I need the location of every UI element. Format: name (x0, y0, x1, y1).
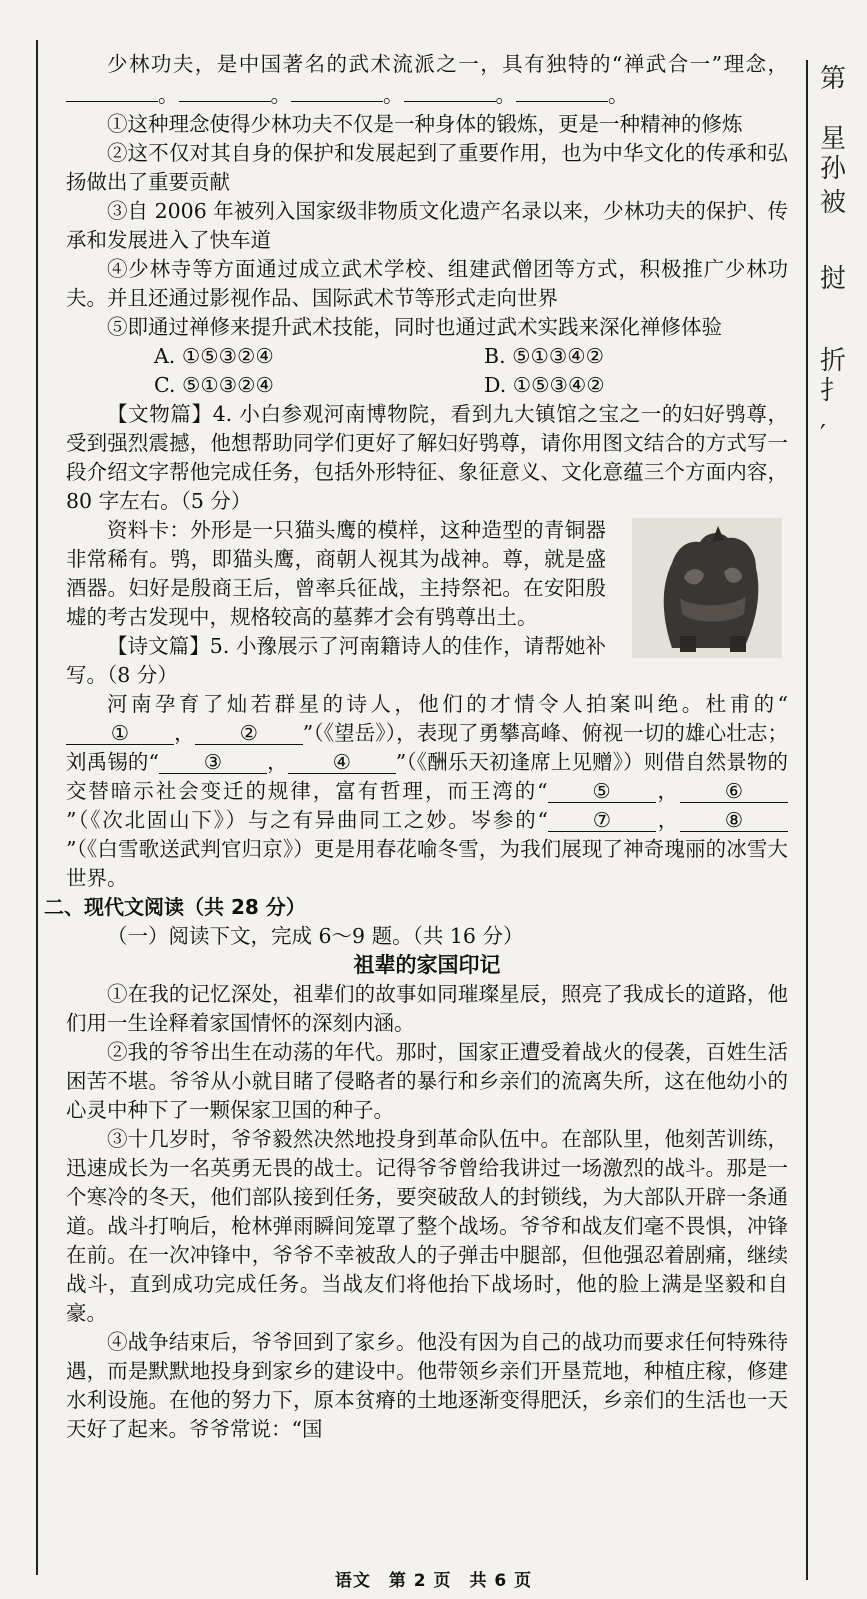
option-d[interactable]: D. ①⑤③④② (484, 373, 605, 397)
q3-item: ①这种理念使得少林功夫不仅是一种身体的锻炼，更是一种精神的修炼 (107, 112, 743, 136)
article-paragraph: ①在我的记忆深处，祖辈们的故事如同璀璨星辰，照亮了我成长的道路，他们用一生诠释着家国情怀的深刻内涵。 (66, 982, 788, 1035)
article-title: 祖辈的家国印记 (353, 953, 501, 977)
poem-blank-6[interactable]: ⑥ (680, 780, 788, 803)
left-binding-line (36, 40, 38, 1575)
q5-prompt: 【诗文篇】5. 小豫展示了河南籍诗人的佳作，请帮她补写。（8 分） (66, 634, 606, 687)
owl-zun-image (632, 518, 782, 658)
section-title: 二、现代文阅读（共 28 分） (44, 895, 306, 919)
answer-blank[interactable] (404, 79, 496, 102)
poem-blank-8[interactable]: ⑧ (680, 809, 788, 832)
option-c[interactable]: C. ⑤①③②④ (154, 373, 274, 397)
poem-blank-5[interactable]: ⑤ (548, 780, 656, 803)
q3-item: ④少林寺等方面通过成立武术学校、组建武僧团等方式，积极推广少林功夫。并且还通过影视作品、国际武术节等形式走向世界 (66, 257, 788, 310)
margin-char: ′ (820, 420, 826, 450)
answer-blank[interactable] (66, 79, 158, 102)
margin-char: 被 (820, 188, 847, 218)
option-b[interactable]: B. ⑤①③④② (484, 344, 604, 368)
margin-char: 孙 (820, 154, 847, 184)
article-paragraph: ③十几岁时，爷爷毅然决然地投身到革命队伍中。在部队里，他刻苦训练，迅速成长为一名英勇无畏的战士。记得爷爷曾给我讲过一场激烈的战斗。那是一个寒冷的冬天，他们部队接到任务，要突破敌人的封锁线，为大部队开辟一条通道。战斗打响后，枪林弹雨瞬间笼罩了整个战场。爷爷和战友们毫不畏惧，冲锋在前。在一次冲锋中，爷爷不幸被敌人的子弹击中腿部，但他强忍着剧痛，继续战斗，直到成功完成任务。当战友们将他抬下战场时，他的脸上满是坚毅和自豪。 (66, 1127, 788, 1325)
page-footer: 语文 第 2 页 共 6 页 (334, 1571, 533, 1591)
right-binding-line (806, 60, 808, 1580)
section-subtitle: （一）阅读下文，完成 6～9 题。（共 16 分） (107, 924, 524, 948)
q4-data-card: 资料卡：外形是一只猫头鹰的模样，这种造型的青铜器非常稀有。鸮，即猫头鹰，商朝人视其为战神。尊，就是盛酒器。妇好是殷商王后，曾率兵征战，主持祭祀。在安阳殷墟的考古发现中，规格较高的墓葬才会有鸮尊出土。 (66, 518, 606, 629)
q5-passage: 河南孕育了灿若群星的诗人，他们的才情令人拍案叫绝。杜甫的“① ， ② ”（《望岳》），表现了勇攀高峰、俯视一切的雄心壮志；刘禹锡的“ ③ ， ④ ”（《酬乐天初逢席上见赠》）则借自然景物的交替暗示社会变迁的规律，富有哲理，而王湾的“ ⑤ ， ⑥”（《次北固山下》）与之有异曲同工之妙。岑参的“ ⑦ ， ⑧”（《白雪歌送武判官归京》）更是用春花喻冬雪，为我们展现了神奇瑰丽的冰雪大世界。 (66, 692, 789, 890)
q4-prompt: 【文物篇】4. 小白参观河南博物院，看到九大镇馆之宝之一的妇好鸮尊，受到强烈震撼，他想帮助同学们更好了解妇好鸮尊，请你用图文结合的方式写一段介绍文字帮他完成任务，包括外形特征、象征意义、文化意蕴三个方面内容，80 字左右。（5 分） (66, 402, 788, 513)
option-a[interactable]: A. ①⑤③②④ (154, 344, 274, 368)
article-paragraph: ②我的爷爷出生在动荡的年代。那时，国家正遭受着战火的侵袭，百姓生活困苦不堪。爷爷从小就目睹了侵略者的暴行和乡亲们的流离失所，这在他幼小的心灵中种下了一颗保家卫国的种子。 (66, 1040, 788, 1122)
q3-item: ⑤即通过禅修来提升武术技能，同时也通过武术实践来深化禅修体验 (107, 315, 722, 339)
poem-blank-7[interactable]: ⑦ (548, 809, 656, 832)
q3-item: ②这不仅对其自身的保护和发展起到了重要作用，也为中华文化的传承和弘扬做出了重要贡献 (66, 141, 788, 194)
margin-char: 扌 (820, 376, 847, 406)
poem-blank-4[interactable]: ④ (288, 751, 396, 774)
q3-item: ③自 2006 年被列入国家级非物质文化遗产名录以来，少林功夫的保护、传承和发展进入了快车道 (66, 199, 788, 252)
margin-char: 折 (820, 346, 847, 376)
question-content (44, 50, 789, 1444)
article-paragraph: ④战争结束后，爷爷回到了家乡。他没有因为自己的战功而要求任何特殊待遇，而是默默地投身到家乡的建设中。他带领乡亲们开垦荒地，种植庄稼，修建水利设施。在他的努力下，原本贫瘠的土地逐渐变得肥沃，乡亲们的生活也一天天好了起来。爷爷常说：“国 (66, 1330, 788, 1441)
poem-blank-3[interactable]: ③ (159, 751, 267, 774)
answer-blank[interactable] (179, 79, 271, 102)
margin-char: 第 (820, 64, 847, 94)
margin-char: 挝 (820, 264, 847, 294)
poem-blank-1[interactable]: ① (66, 722, 174, 745)
poem-blank-2[interactable]: ② (195, 722, 303, 745)
q3-options (66, 342, 788, 400)
margin-char: 星 (820, 124, 847, 154)
q3-intro: 少林功夫，是中国著名的武术流派之一，具有独特的“禅武合一”理念，。 。 。 。 。 (66, 50, 788, 110)
q4-material (66, 516, 788, 632)
answer-blank[interactable] (516, 79, 608, 102)
answer-blank[interactable] (291, 79, 383, 102)
